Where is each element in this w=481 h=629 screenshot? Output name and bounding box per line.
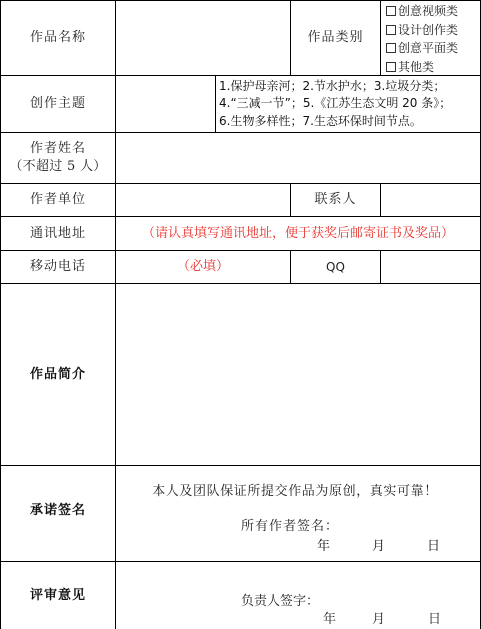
category-option-label: 设计创作类 — [398, 22, 459, 37]
theme-options-line: 6.生物多样性；7.生态环保时间节点。 — [219, 113, 422, 128]
category-option-graphic[interactable] — [386, 39, 480, 58]
theme-label-cell — [0, 75, 116, 133]
work-category-label: 作品类别 — [307, 30, 364, 45]
work-category-label-cell — [290, 0, 381, 76]
work-name-label: 作品名称 — [29, 30, 86, 45]
checkbox-icon[interactable] — [386, 6, 396, 16]
category-option-other[interactable] — [386, 58, 480, 77]
theme-choice-field[interactable] — [115, 75, 216, 133]
pledge-cell[interactable] — [115, 465, 481, 562]
intro-label-cell — [0, 283, 116, 466]
author-unit-label: 作者单位 — [29, 192, 86, 207]
theme-options — [215, 75, 481, 133]
mobile-field[interactable] — [115, 250, 291, 284]
author-name-label: 作者姓名 — [29, 141, 86, 156]
pledge-date-year: 年 — [317, 539, 331, 554]
address-field[interactable] — [115, 216, 481, 251]
checkbox-icon[interactable] — [386, 25, 396, 35]
qq-field[interactable] — [380, 250, 481, 284]
review-date-year: 年 — [323, 612, 337, 627]
pledge-label-cell — [0, 465, 116, 562]
author-name-label-cell — [0, 132, 116, 184]
work-name-label-cell — [0, 0, 116, 76]
contact-label: 联系人 — [314, 192, 357, 207]
review-sign-label: 负责人签字： — [241, 594, 320, 609]
theme-options-line: 1.保护母亲河；2.节水护水；3.垃圾分类； — [219, 78, 446, 93]
category-option-label: 其他类 — [398, 59, 435, 74]
contact-field[interactable] — [380, 183, 481, 217]
mobile-label: 移动电话 — [29, 259, 86, 274]
category-options — [380, 0, 481, 76]
category-option-label: 创意平面类 — [398, 41, 459, 55]
checkbox-icon[interactable] — [386, 43, 396, 53]
author-name-note: （不超过 5 人） — [9, 159, 107, 174]
address-label: 通讯地址 — [29, 225, 86, 241]
address-hint: （请认真填写通讯地址，便于获奖后邮寄证书及奖品） — [141, 225, 454, 241]
qq-label-cell — [290, 250, 381, 284]
contact-label-cell — [290, 183, 381, 217]
review-date-day: 日 — [428, 612, 442, 627]
pledge-date-day: 日 — [427, 539, 441, 554]
category-option-video[interactable] — [386, 2, 480, 21]
pledge-label: 承诺签名 — [29, 503, 86, 518]
intro-field[interactable] — [115, 283, 481, 466]
review-label-cell — [0, 561, 116, 629]
mobile-label-cell — [0, 250, 116, 284]
checkbox-icon[interactable] — [386, 62, 396, 72]
address-label-cell — [0, 216, 116, 251]
review-label: 评审意见 — [29, 587, 86, 603]
author-unit-label-cell — [0, 183, 116, 217]
pledge-date-month: 月 — [372, 539, 386, 554]
category-option-design[interactable] — [386, 21, 480, 40]
theme-label: 创作主题 — [29, 96, 86, 111]
author-name-field[interactable] — [115, 132, 481, 184]
pledge-statement: 本人及团队保证所提交作品为原创，真实可靠！ — [152, 484, 438, 499]
review-date-month: 月 — [372, 612, 386, 627]
category-option-label: 创意视频类 — [398, 4, 459, 18]
intro-label: 作品简介 — [29, 366, 86, 382]
theme-options-line: 4.“三减一节”；5.《江苏生态文明 20 条》； — [219, 96, 452, 111]
review-cell[interactable] — [115, 561, 481, 629]
qq-label: QQ — [326, 260, 345, 274]
author-unit-field[interactable] — [115, 183, 291, 217]
mobile-required-hint: （必填） — [176, 259, 229, 274]
work-name-field[interactable] — [115, 0, 291, 76]
pledge-sign-label: 所有作者签名： — [241, 519, 340, 534]
